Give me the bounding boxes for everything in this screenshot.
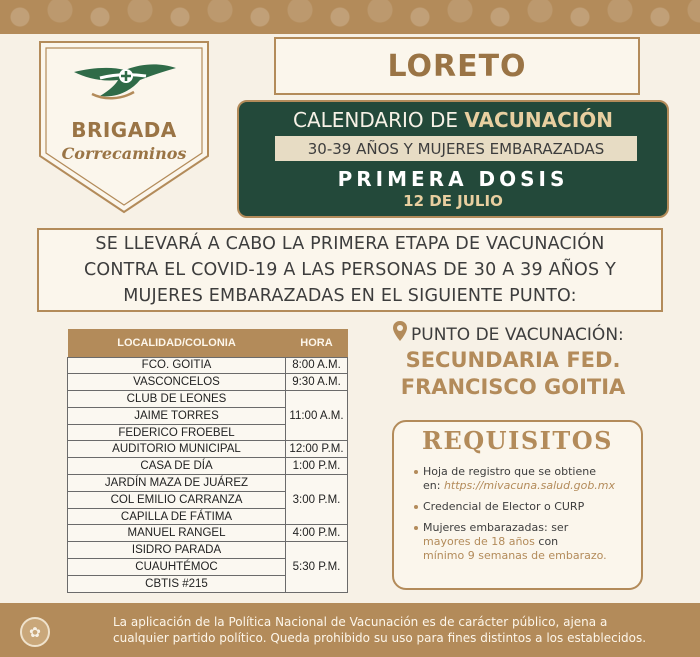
locality-cell: MANUEL RANGEL: [68, 525, 286, 542]
site-line: FRANCISCO GOITIA: [400, 375, 626, 399]
requirement-text: con: [538, 535, 559, 548]
table-row: [68, 357, 348, 374]
calendar-title-emphasis: VACUNACIÓN: [464, 108, 613, 132]
hour-cell: 9:30 A.M.: [286, 374, 348, 391]
requirement-highlight: mayores de 18 años: [423, 535, 535, 548]
table-row: [68, 441, 348, 458]
locality-cell: FCO. GOITIA: [68, 357, 286, 374]
announcement-line: MUJERES EMBARAZADAS EN EL SIGUIENTE PUNTO:: [123, 286, 577, 306]
hour-cell: 5:30 P.M.: [286, 542, 348, 592]
locality-cell: FEDERICO FROEBEL: [68, 424, 286, 441]
table-row: [68, 525, 348, 542]
locality-cell: CASA DE DÍA: [68, 458, 286, 475]
requirement-prefix: en:: [423, 479, 441, 492]
disclaimer-line: La aplicación de la Política Nacional de Vacunación es de carácter público, ajena a: [113, 615, 608, 629]
table-row: [68, 374, 348, 391]
dose-label: PRIMERA DOSIS: [337, 167, 569, 191]
disclaimer-line: cualquier partido político. Queda prohibido su uso para fines distintos a los establecidos.: [113, 631, 647, 645]
registration-link[interactable]: https://mivacuna.salud.gob.mx: [443, 479, 616, 492]
site-line: SECUNDARIA FED.: [405, 348, 621, 372]
calendar-title: [237, 108, 669, 132]
announcement-text: [84, 231, 616, 309]
locality-cell: CLUB DE LEONES: [68, 391, 286, 408]
requirement-text: Mujeres embarazadas: ser: [423, 521, 569, 534]
locality-cell: JARDÍN MAZA DE JUÁREZ: [68, 475, 286, 492]
locality-cell: VASCONCELOS: [68, 374, 286, 391]
requirement-item: [414, 465, 636, 493]
locality-cell: CAPILLA DE FÁTIMA: [68, 508, 286, 525]
table-row: [68, 542, 348, 559]
date-label: 12 DE JULIO: [403, 192, 503, 210]
brand-subtitle: Correcaminos: [61, 144, 187, 163]
locality-cell: JAIME TORRES: [68, 407, 286, 424]
requirements-title: REQUISITOS: [422, 426, 613, 455]
schedule-table: [67, 329, 348, 593]
requirement-text: Hoja de registro que se obtiene: [423, 465, 596, 478]
announcement-line: CONTRA EL COVID-19 A LAS PERSONAS DE 30 A 39 AÑOS Y: [84, 260, 616, 280]
announcement-box: [37, 228, 663, 312]
location-pin-icon: [392, 320, 408, 342]
locality-cell: CUAUHTÉMOC: [68, 559, 286, 576]
table-row: [68, 458, 348, 475]
requirements-list: [414, 465, 636, 570]
announcement-line: SE LLEVARÁ A CABO LA PRIMERA ETAPA DE VACUNACIÓN: [95, 234, 605, 254]
vaccination-site: [392, 347, 634, 401]
vaccination-point-label: PUNTO DE VACUNACIÓN:: [411, 325, 624, 345]
hour-cell: 3:00 P.M.: [286, 475, 348, 525]
calendar-title-prefix: CALENDARIO DE: [292, 108, 459, 132]
municipality-box: [274, 37, 640, 95]
footer-disclaimer: [113, 614, 673, 646]
locality-cell: AUDITORIO MUNICIPAL: [68, 441, 286, 458]
requirement-item: [414, 500, 636, 514]
brand-title: BRIGADA: [71, 118, 177, 142]
table-row: [68, 391, 348, 408]
hour-cell: 1:00 P.M.: [286, 458, 348, 475]
requirement-highlight: mínimo 9 semanas de embarazo.: [423, 549, 607, 562]
table-row: [68, 475, 348, 492]
hour-cell: 12:00 P.M.: [286, 441, 348, 458]
audience-strip: 30-39 AÑOS Y MUJERES EMBARAZADAS: [275, 136, 637, 161]
hour-cell: 11:00 A.M.: [286, 391, 348, 441]
column-header-hour: HORA: [286, 329, 348, 357]
top-pattern-band: [0, 0, 700, 34]
hour-cell: 4:00 P.M.: [286, 525, 348, 542]
hour-cell: 8:00 A.M.: [286, 357, 348, 374]
roadrunner-logo-icon: [70, 52, 180, 104]
requirement-item: [414, 521, 636, 563]
municipality-title: LORETO: [387, 48, 527, 84]
column-header-locality: LOCALIDAD/COLONIA: [68, 329, 286, 357]
locality-cell: COL EMILIO CARRANZA: [68, 491, 286, 508]
locality-cell: ISIDRO PARADA: [68, 542, 286, 559]
national-seal-icon: ✿: [20, 617, 50, 647]
requirement-text: Credencial de Elector o CURP: [423, 500, 585, 513]
locality-cell: CBTIS #215: [68, 575, 286, 592]
table-header-row: [68, 329, 348, 357]
